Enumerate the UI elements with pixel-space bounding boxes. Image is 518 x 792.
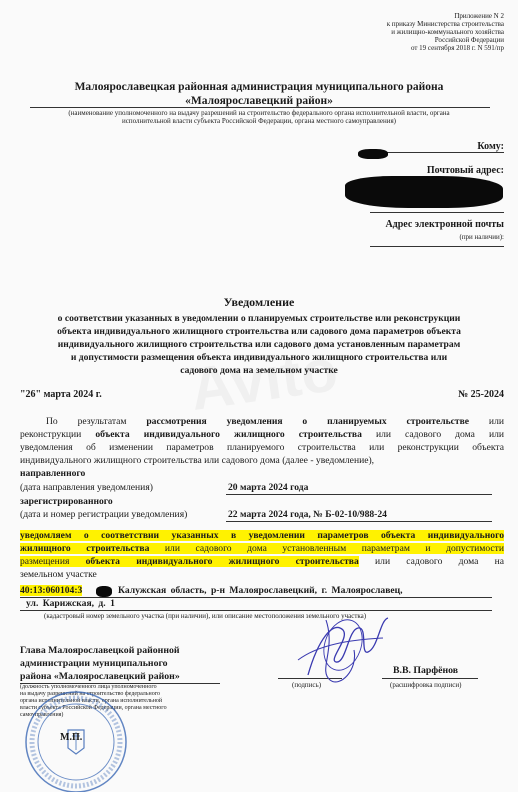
result-paragraph	[20, 529, 504, 581]
subtitle-line: о соответствии указанных в уведомлении о планируемых строительстве или реконструкции	[57, 313, 461, 324]
highlighted-text: жилищного строительства	[20, 543, 150, 554]
notice-subtitle	[14, 312, 504, 377]
text: рассмотрения уведомления о планируемых строительстве	[146, 416, 470, 427]
reg-underline	[226, 521, 492, 522]
authority-divider	[30, 107, 490, 108]
handwritten-signature	[288, 600, 398, 690]
position-line: района «Малоярославецкий район»	[20, 671, 180, 682]
highlighted-text: или садового дома установленным параметрам и допустимости	[149, 543, 504, 554]
to-label: Кому:	[477, 141, 504, 152]
result-line	[20, 555, 504, 568]
email-note: (при наличии):	[459, 233, 504, 241]
reg-caption: (дата и номер регистрации уведомления)	[20, 509, 188, 520]
body-paragraph	[20, 415, 504, 480]
authority-line: Малоярославецкая районная администрация муниципального района	[74, 81, 444, 93]
text: или	[469, 416, 504, 427]
caption-line: исполнительной власти субъекта Российской Федерации, органа местного самоуправления)	[121, 117, 397, 125]
text: или садового дома на	[358, 556, 504, 567]
redaction	[358, 149, 388, 159]
appendix-line: к приказу Министерства строительства	[386, 20, 504, 28]
address-caption: (кадастровый номер земельного участка (при наличии), или описание местоположения земельного участка)	[44, 612, 367, 620]
reg-label: зарегистрированного	[20, 496, 113, 507]
sent-value: 20 марта 2024 года	[228, 482, 309, 493]
signature-caption: (подпись)	[292, 681, 322, 689]
redaction	[345, 176, 503, 208]
official-position	[20, 644, 180, 683]
body-line: индивидуального жилищного строительства или садового дома (далее - уведомление),	[20, 455, 375, 466]
sent-caption: (дата направления уведомления)	[20, 482, 153, 493]
caption-line: (должность уполномоченного лица уполномоченного	[20, 684, 157, 690]
appendix-line: и жилищно-коммунального хозяйства	[391, 28, 504, 36]
position-line: администрации муниципального	[20, 658, 168, 669]
notice-title: Уведомление	[223, 295, 295, 309]
signer-name: В.В. Парфёнов	[393, 665, 459, 676]
caption-line: органа исполнительной власти, органа исполнительной	[20, 698, 163, 704]
sent-underline	[226, 494, 492, 495]
notice-date: "26" марта 2024 г.	[20, 389, 102, 400]
stamp-label: М.П.	[60, 732, 83, 743]
appendix-line: от 19 сентября 2018 г. N 591/пр	[410, 44, 504, 52]
address-underline	[20, 610, 492, 611]
official-seal	[24, 690, 128, 792]
notice-number: № 25-2024	[458, 389, 504, 400]
text: объекта индивидуального жилищного строительства	[95, 429, 362, 440]
text: По результатам	[46, 416, 147, 427]
subtitle-line: и допустимости размещения объекта индивидуального жилищного строительства или	[70, 352, 448, 363]
highlighted-text: 40:13:060104:3	[20, 585, 83, 596]
caption-line: самоуправления)	[20, 712, 64, 718]
email-label: Адрес электронной почты	[385, 219, 504, 230]
highlighted-text: уведомляем о соответствии указанных в уведомлении параметров объекта индивидуального	[20, 530, 504, 541]
body-line: уведомления об изменении параметров планируемого строительства или реконструкции объекта	[20, 442, 504, 453]
subtitle-line: индивидуального жилищного строительства или садового дома установленным параметрам	[57, 339, 461, 350]
subtitle-line: садового дома на земельном участке	[180, 365, 338, 376]
authority-caption	[20, 109, 498, 125]
result-line	[20, 529, 504, 542]
email-line	[370, 246, 504, 247]
text: реконструкции	[20, 429, 96, 440]
caption-line: на выдачу разрешений на строительство федерального	[20, 691, 161, 697]
address-line: ул. Карижская, д. 1	[26, 598, 115, 609]
authority-line: «Малоярославецкий район»	[185, 95, 333, 107]
result-line: земельном участке	[20, 569, 97, 580]
appendix-line: Приложение N 2	[454, 12, 504, 20]
highlighted-text: размещения	[20, 556, 86, 567]
appendix-block	[284, 12, 504, 52]
reg-value: 22 марта 2024 года, № Б-02-10/988-24	[228, 509, 387, 520]
redaction	[96, 586, 112, 597]
postal-label: Почтовый адрес:	[426, 165, 504, 176]
name-caption: (расшифровка подписи)	[390, 681, 462, 689]
body-line	[20, 415, 504, 428]
appendix-line: Российской Федерации	[434, 36, 504, 44]
result-line	[20, 542, 504, 555]
position-line: Глава Малоярославецкой районной	[20, 645, 180, 656]
sent-label: направленного	[20, 468, 86, 479]
postal-line	[370, 212, 504, 213]
cadastral-number	[20, 585, 82, 596]
address-line: Калужская область, р-н Малоярославецкий, г. Малоярославец,	[118, 585, 403, 596]
authority-name	[20, 80, 498, 108]
to-line	[372, 152, 504, 153]
subtitle-line: объекта индивидуального жилищного строительства или садового дома параметров объекта	[57, 326, 461, 337]
text: или садового дома или	[361, 429, 505, 440]
highlighted-text: объекта индивидуального жилищного строительства	[85, 556, 359, 567]
body-line	[20, 428, 504, 441]
caption-line: (наименование уполномоченного на выдачу разрешений на строительство федерального органа исполнительной власти, органа	[68, 109, 450, 117]
caption-line: власти субъекта Российской Федерации, органа местного	[20, 705, 167, 711]
